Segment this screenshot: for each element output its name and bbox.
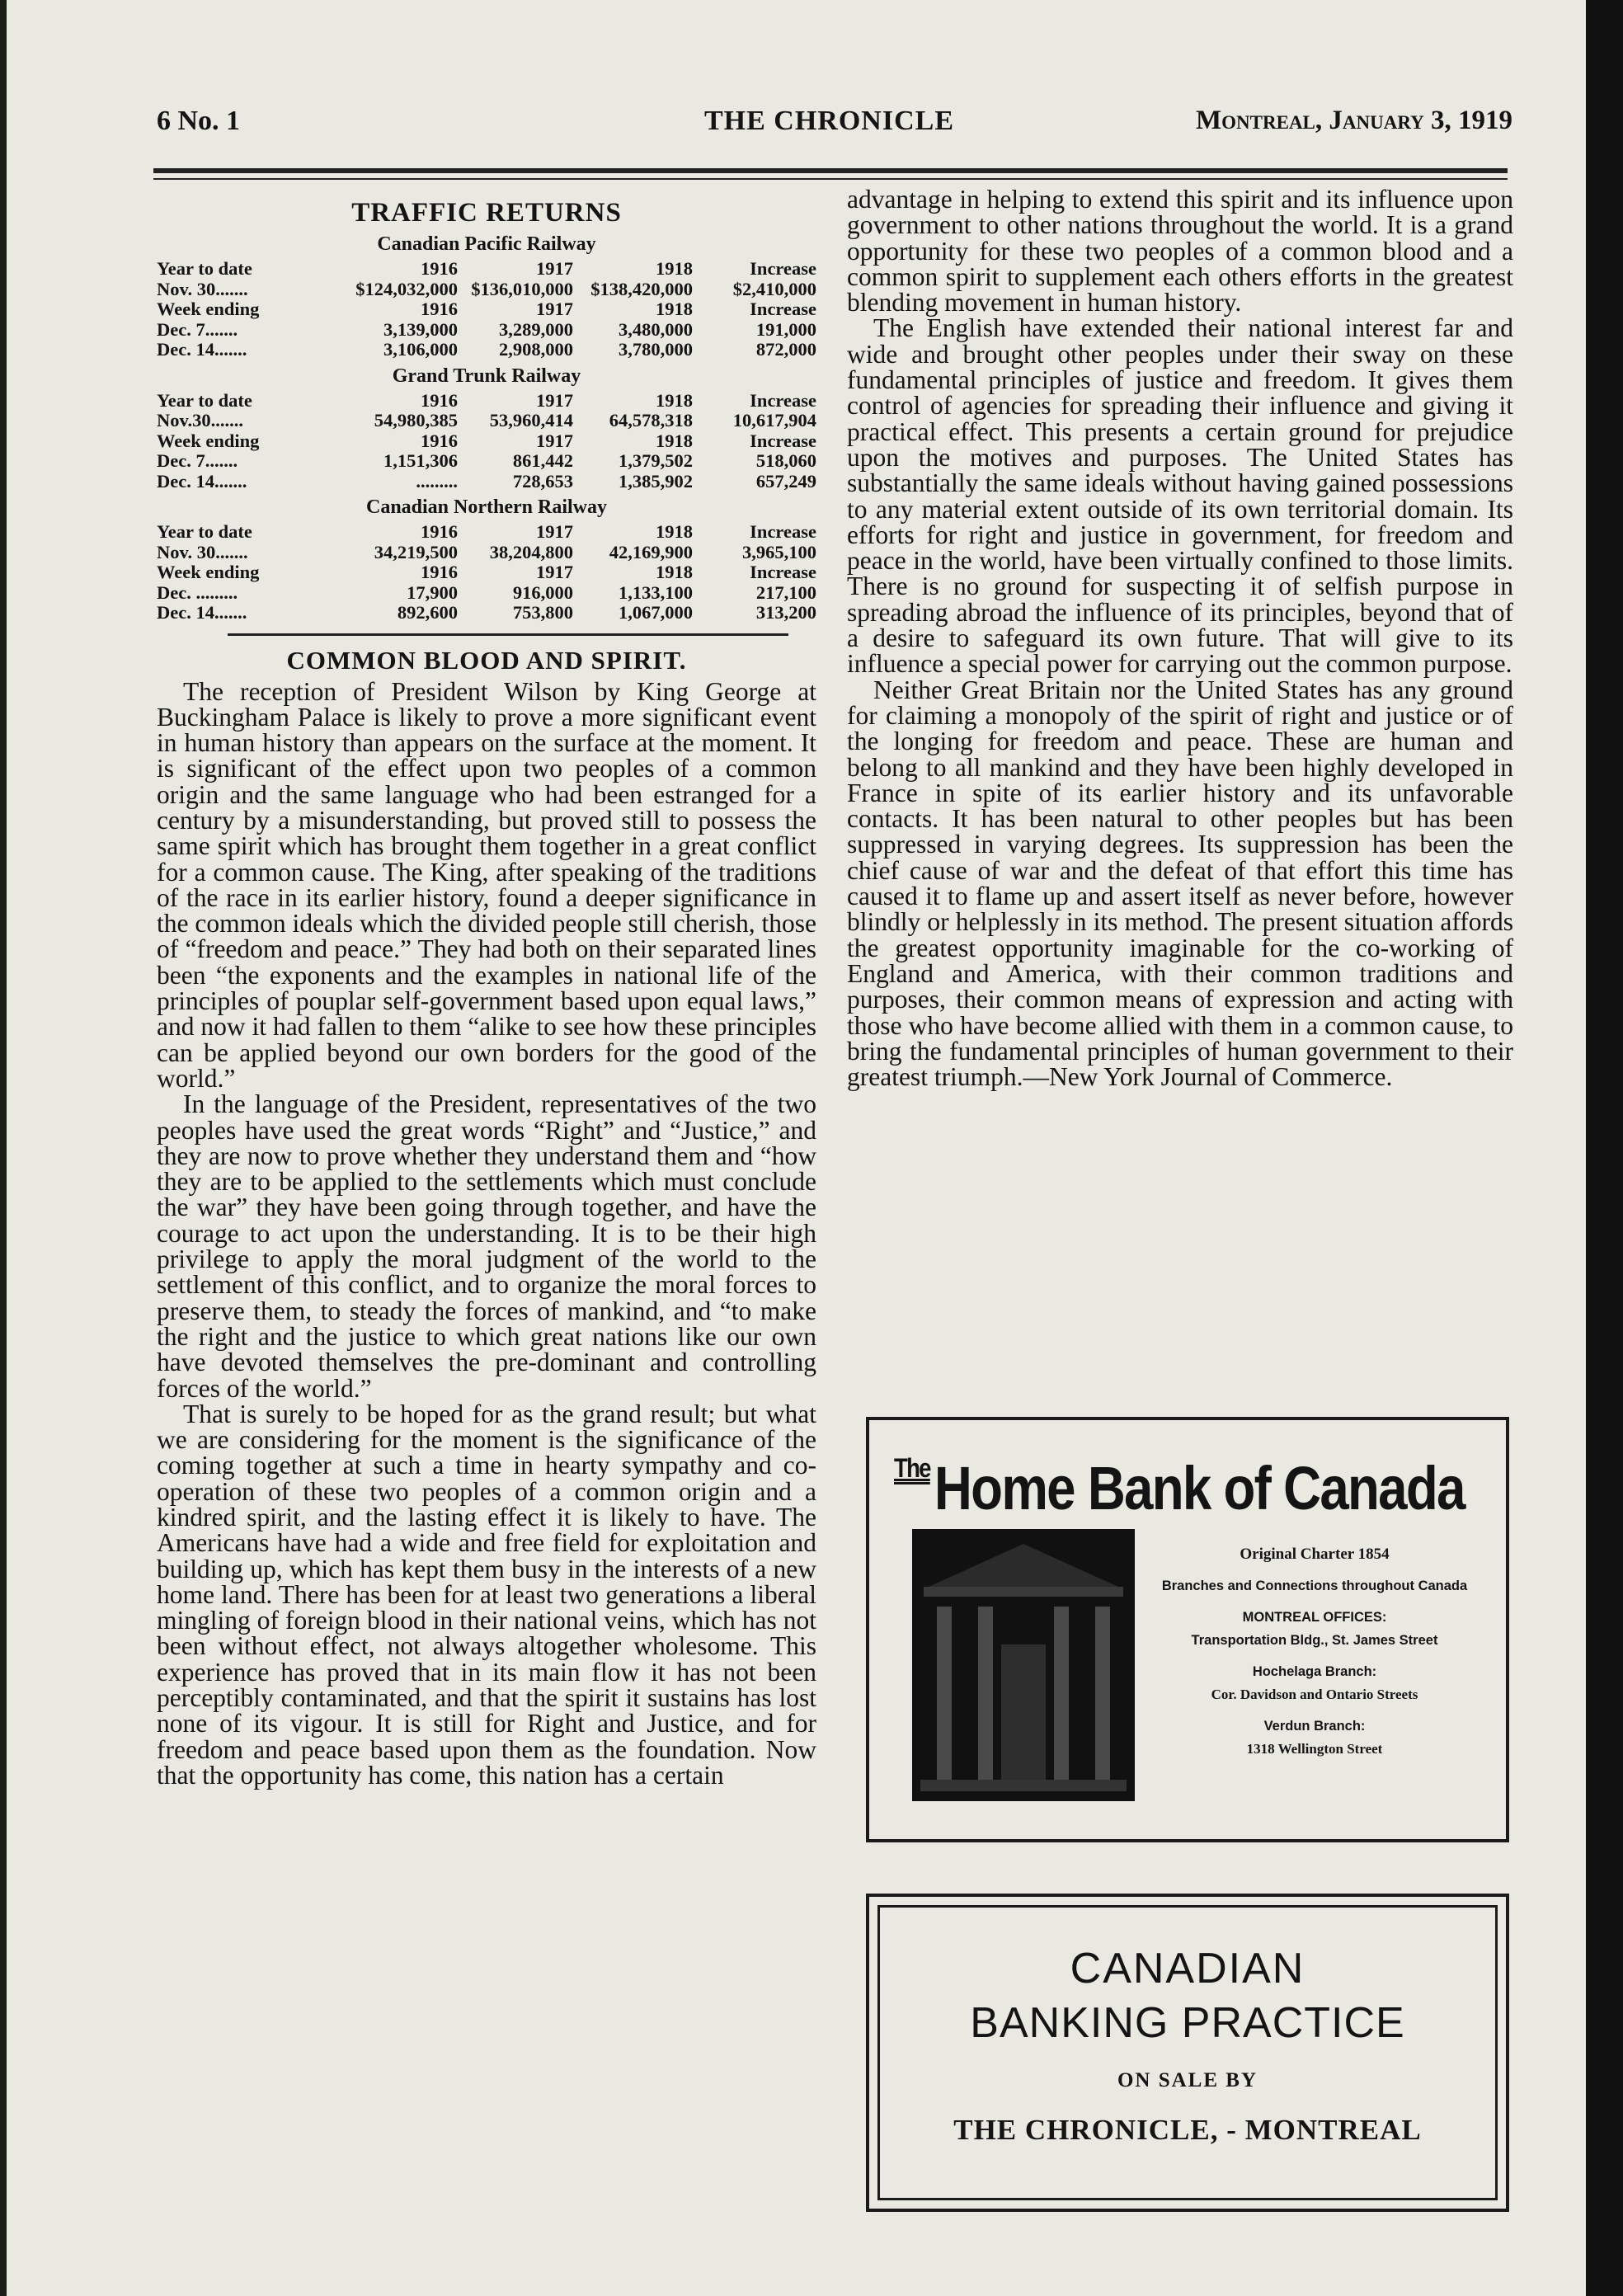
hochelaga-address: Cor. Davidson and Ontario Streets — [1211, 1687, 1418, 1702]
table-cell: 3,965,100 — [742, 541, 816, 562]
table-cell: 861,442 — [512, 450, 573, 471]
traffic-returns-title: TRAFFIC RETURNS — [351, 198, 622, 228]
table-row — [157, 603, 816, 623]
table-cell: 3,780,000 — [619, 339, 693, 360]
table-cell: $2,410,000 — [732, 278, 816, 299]
home-bank-advertisement — [866, 1417, 1509, 1842]
table-cell: 1,133,100 — [619, 581, 693, 603]
table-cell: $136,010,000 — [471, 278, 573, 299]
section-divider — [228, 633, 788, 636]
table-row — [157, 543, 816, 563]
table-cell: 728,653 — [512, 470, 573, 492]
bank-name — [894, 1453, 1465, 1523]
traffic-table — [157, 391, 816, 492]
scan-border — [1586, 0, 1623, 2296]
table-cell: 1917 — [536, 562, 573, 582]
table-cell: 53,960,414 — [489, 410, 573, 430]
table-row — [157, 431, 816, 452]
bank-branches: Branches and Connections throughout Canada — [1161, 1578, 1468, 1593]
table-cell: 1,385,902 — [619, 470, 693, 492]
table-cell: 3,480,000 — [619, 318, 693, 340]
table-cell: 1,151,306 — [383, 450, 458, 471]
article-paragraph: That is surely to be hoped for as the grand result; but what we are considering for the moment is the significance of the coming together at such a time in hearty sympathy and co-operation of these two peoples of a common origin and a kindred spirit, and the lasting effect it is likely to have. The Americans have had a wide and free field for exploitation and building up, which has kept them busy in the interests of a new home land. There has been for at least two generations a liberal mingling of foreign blood in their national veins, which has not been without effect, not always altogether wholesome. This experience has proved that in its main flow it has not been perceptibly contaminated, and that the spirit it sustains has lost none of its vigour. It is still for Right and Justice, and for freedom and peace based upon them as the foundation. Now that the opportunity has come, this nation has a certain — [157, 1399, 816, 1790]
book-title-line2: BANKING PRACTICE — [970, 1999, 1405, 2047]
table-cell: 1918 — [656, 521, 693, 542]
table-cell: 10,617,904 — [732, 410, 816, 430]
table-cell: 1916 — [421, 389, 458, 411]
table-cell: 1918 — [656, 430, 693, 451]
table-cell: 217,100 — [755, 581, 816, 603]
table-row — [157, 583, 816, 604]
table-cell: Dec. 14....... — [157, 339, 247, 360]
table-cell: 1917 — [536, 258, 573, 279]
table-cell: 2,908,000 — [499, 339, 573, 360]
table-cell: 1918 — [656, 258, 693, 279]
table-cell: 313,200 — [755, 602, 816, 623]
table-cell: 1916 — [421, 258, 458, 279]
table-cell: 3,139,000 — [383, 318, 458, 340]
table-cell: 191,000 — [755, 318, 816, 340]
table-row — [157, 562, 816, 583]
table-cell: Year to date — [157, 258, 252, 279]
railway-name: Grand Trunk Railway — [392, 365, 581, 387]
table-cell: 54,980,385 — [374, 410, 458, 430]
book-title-line1: CANADIAN — [1070, 1945, 1305, 1993]
article-title: COMMON BLOOD AND SPIRIT. — [286, 645, 687, 675]
table-cell: Dec. 14....... — [157, 602, 247, 623]
table-cell: Dec. 7....... — [157, 450, 238, 471]
table-cell: 1916 — [421, 430, 458, 451]
article-paragraph: In the language of the President, representatives of the two peoples have used the great words “Right” and “Justice,” and they are now to prove whether they understand them and “how they are to be applied to the settlements which must conclude the war” they have been going through together, and have the courage to act upon the understanding. It is to be their high privilege to apply the moral judgment of the world to the settlement of this conflict, and to organize the moral forces to preserve them, to steady the forces of mankind, and “to make the right and the justice to which great nations like our own have devoted themselves the pre-dominant and controlling forces of the world.” — [157, 1089, 816, 1403]
bank-name-text: Home Bank of Canada — [934, 1454, 1465, 1522]
issue-date: Montreal, January 3, 1919 — [1196, 106, 1512, 135]
table-cell: $124,032,000 — [355, 278, 458, 299]
table-cell: Week ending — [157, 562, 260, 582]
table-cell: 38,204,800 — [489, 541, 573, 562]
bank-charter: Original Charter 1854 — [1240, 1546, 1390, 1563]
railway-name: Canadian Pacific Railway — [377, 233, 596, 255]
table-cell: Increase — [750, 562, 816, 582]
page-header — [152, 106, 1512, 147]
article-paragraph: The reception of President Wilson by King George at Buckingham Palace is likely to prove a more significant event in human history than appears on the surface at the moment. It is significant of the effect upon two peoples of a common origin and the same language who had been estranged for a century by a misunderstanding, but proved still to possess the same spirit which has brought them together in a great conflict for a common cause. The King, after speaking of the traditions of the race in its earlier history, found a deeper significance in the common ideals which the divided people still cherish, those of “freedom and peace.” They had both on their separated lines been “the exponents and the examples in national life of the principles of pouplar self-government based upon equal laws,” and now it had fallen to them “alike to see how these principles can be applied beyond our own borders for the good of the world.” — [157, 676, 816, 1093]
table-row — [157, 280, 816, 300]
table-cell: 1917 — [536, 389, 573, 411]
table-cell: 892,600 — [397, 602, 458, 623]
table-cell: Increase — [750, 521, 816, 542]
ad-inner-border — [877, 1905, 1498, 2200]
bank-details — [1133, 1546, 1496, 1763]
hochelaga-label: Hochelaga Branch: — [1252, 1664, 1377, 1679]
table-row — [157, 340, 816, 360]
article-paragraph: Neither Great Britain nor the United States has any ground for claiming a monopoly of the spirit of right and justice or of the longing for freedom and peace. These are human and belong to all mankind and they have been highly developed in France in spite of its earlier history and its unfavorable contacts. It has been natural to other peoples but has been suppressed in varying degrees. Its suppression has been the chief cause of war and the defeat of that effort this time has caused it to flame up and assert itself as never before, however blindly or helplessly in its method. The present situation affords the greatest opportunity imaginable for the co-working of England and America, with their common traditions and purposes, their common means of expression and acting with those who have become allied with them in a common cause, to bring the fundamental principles of human government to their greatest triumph.—New York Journal of Commerce. — [847, 675, 1513, 1092]
table-cell: 1916 — [421, 562, 458, 582]
left-column — [157, 186, 816, 1788]
table-cell: 17,900 — [407, 581, 458, 603]
table-cell: 42,169,900 — [609, 541, 693, 562]
table-cell: 3,106,000 — [383, 339, 458, 360]
offices-label: MONTREAL OFFICES: — [1242, 1610, 1387, 1625]
table-cell: 916,000 — [512, 581, 573, 603]
table-cell: 1917 — [536, 299, 573, 319]
table-cell: Year to date — [157, 389, 252, 411]
table-cell: $138,420,000 — [590, 278, 693, 299]
table-cell: 3,289,000 — [499, 318, 573, 340]
table-cell: Week ending — [157, 430, 260, 451]
table-cell: 1917 — [536, 521, 573, 542]
table-cell: ......... — [416, 470, 458, 492]
header-rule-thin — [153, 178, 1508, 180]
issue-number: 6 No. 1 — [157, 106, 241, 136]
traffic-table — [157, 522, 816, 623]
table-cell: 1917 — [536, 430, 573, 451]
table-cell: 657,249 — [755, 470, 816, 492]
table-cell: Increase — [750, 258, 816, 279]
table-cell: Week ending — [157, 299, 260, 319]
table-cell: 1916 — [421, 299, 458, 319]
offices-address: Transportation Bldg., St. James Street — [1191, 1633, 1438, 1648]
table-cell: Dec. 7....... — [157, 318, 238, 340]
publication-title: THE CHRONICLE — [704, 106, 954, 136]
railway-name: Canadian Northern Railway — [365, 496, 608, 518]
table-row — [157, 411, 816, 431]
traffic-returns-tables — [157, 233, 816, 623]
table-row — [157, 320, 816, 341]
table-cell: 34,219,500 — [374, 541, 458, 562]
bank-building-illustration — [912, 1529, 1135, 1801]
banking-practice-advertisement — [866, 1894, 1509, 2212]
verdun-address: 1318 Wellington Street — [1246, 1741, 1383, 1757]
table-cell: 1918 — [656, 389, 693, 411]
table-cell: 518,060 — [755, 450, 816, 471]
table-row — [157, 472, 816, 492]
table-cell: Increase — [750, 299, 816, 319]
article-paragraph: advantage in helping to extend this spirit and its influence upon government to other nations throughout the world. It is a grand opportunity for these two peoples of a common blood and a common spirit to supplement each others efforts in the greatest blending movement in human history. — [847, 185, 1513, 318]
table-cell: 872,000 — [755, 339, 816, 360]
on-sale-label: ON SALE BY — [1117, 2069, 1258, 2091]
table-cell: Dec. 14....... — [157, 470, 247, 492]
table-row — [157, 391, 816, 412]
traffic-table — [157, 259, 816, 360]
table-cell: 1,067,000 — [619, 602, 693, 623]
table-row — [157, 259, 816, 280]
table-row — [157, 299, 816, 320]
table-cell: Increase — [750, 389, 816, 411]
table-row — [157, 522, 816, 543]
table-cell: 64,578,318 — [609, 410, 693, 430]
table-cell: 1916 — [421, 521, 458, 542]
article-paragraph: The English have extended their national interest far and wide and brought other peoples under their sway on these fundamental principles of justice and freedom. It gives them control of agencies for spreading their influence and giving it practical effect. This presents a certain ground for prejudice upon the motives and purposes. The United States has substantially the same ideals without having gained possessions to any material extent outside of its own territorial domain. Its efforts for right and justice in government, for freedom and peace in the world, have been virtually confined to those limits. There is no ground for suspecting it of selfish purpose in spreading abroad the influence of its principles, beyond that of a desire to safeguard its own future. That will give to its influence a special power for carrying out the common purpose. — [847, 313, 1513, 679]
publisher-line: THE CHRONICLE, - MONTREAL — [953, 2114, 1422, 2146]
right-column — [847, 185, 1513, 1092]
table-cell: Dec. ......... — [157, 581, 238, 603]
table-row — [157, 451, 816, 472]
table-cell: Increase — [750, 430, 816, 451]
table-cell: 1918 — [656, 299, 693, 319]
bank-name-prefix: The — [894, 1453, 930, 1483]
verdun-label: Verdun Branch: — [1263, 1719, 1366, 1734]
table-cell: Nov. 30....... — [157, 541, 248, 562]
table-cell: Nov.30....... — [157, 410, 244, 430]
table-cell: Nov. 30....... — [157, 278, 248, 299]
table-cell: Year to date — [157, 521, 252, 542]
table-cell: 1918 — [656, 562, 693, 582]
header-rule — [153, 168, 1508, 173]
table-cell: 753,800 — [512, 602, 573, 623]
table-cell: 1,379,502 — [619, 450, 693, 471]
